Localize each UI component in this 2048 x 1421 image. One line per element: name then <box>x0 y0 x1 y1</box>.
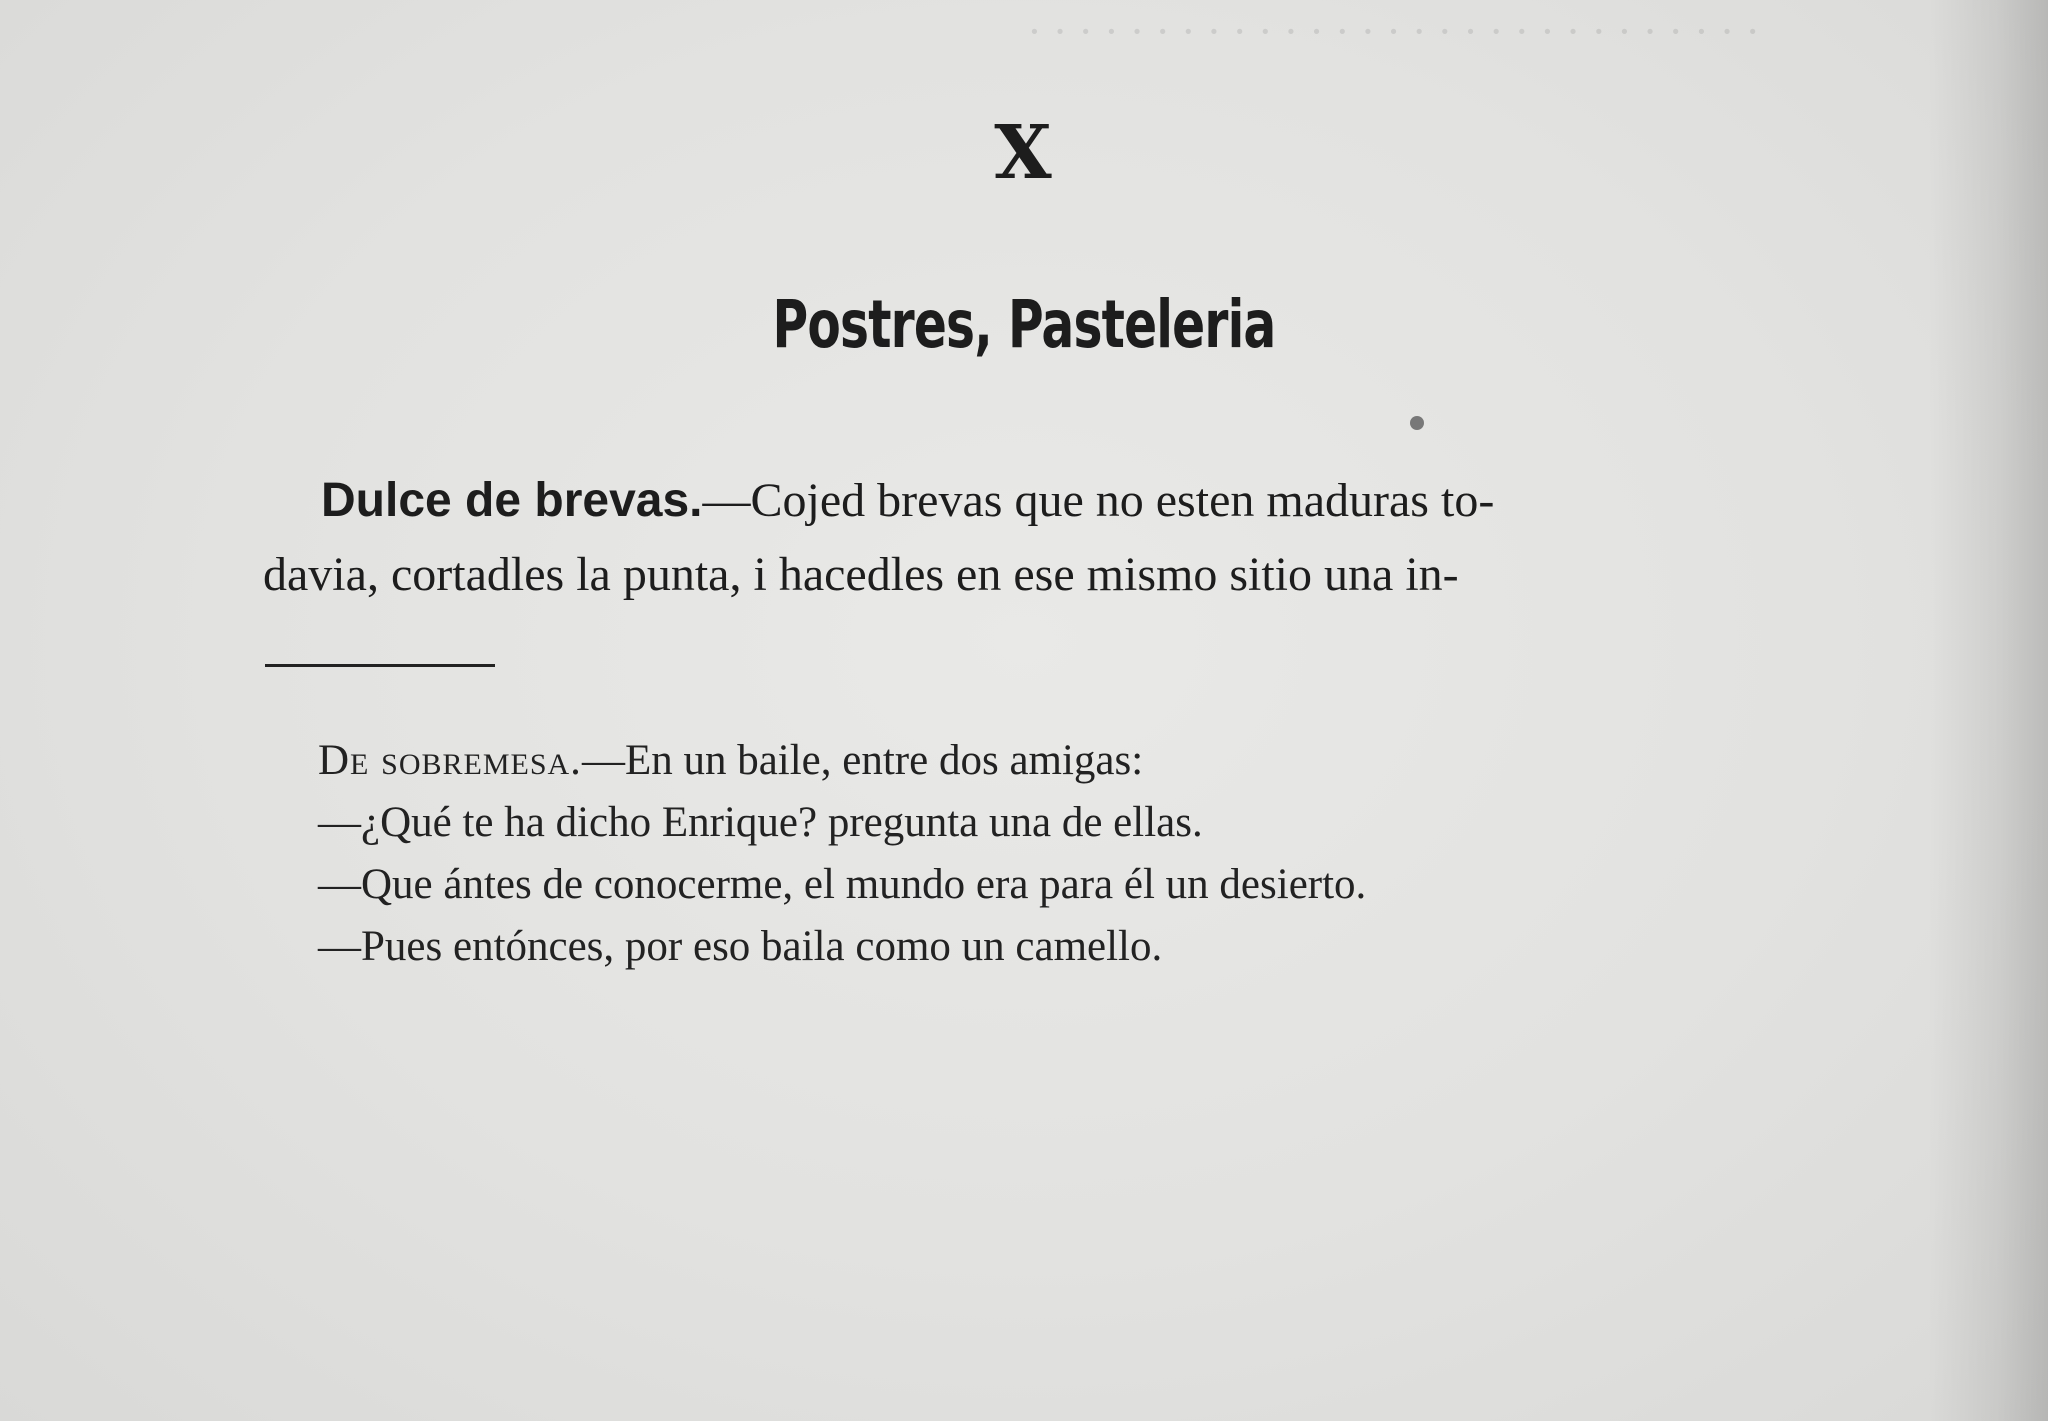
page-edge-shadow <box>1928 0 2048 1421</box>
chapter-number: X <box>994 110 1054 196</box>
footnote-line-1-text: —En un baile, entre dos amigas: <box>581 737 1144 784</box>
recipe-title: Dulce de brevas. <box>321 474 703 527</box>
footnote-line-4: —Pues entónces, por eso baila como un camello. <box>318 923 1163 970</box>
section-title: Postres, Pasteleria <box>772 286 1276 363</box>
footnote-line-1 <box>318 730 1718 792</box>
footnote-line-3: —Que ántes de conocerme, el mundo era para él un desierto. <box>318 861 1367 908</box>
footnote-line-2: —¿Qué te ha dicho Enrique? pregunta una de ellas. <box>318 799 1203 846</box>
footnote-divider <box>265 664 495 667</box>
recipe-paragraph <box>263 464 1783 612</box>
recipe-line-1-text: —Cojed brevas que no esten maduras to- <box>702 474 1495 527</box>
recipe-line-1 <box>263 464 1783 538</box>
footnote-heading: De sobremesa. <box>318 737 582 784</box>
recipe-line-2: davia, cortadles la punta, i hacedles en ese mismo sitio una in- <box>263 548 1459 601</box>
ink-speck <box>1410 416 1424 430</box>
footnote <box>318 730 1718 978</box>
show-through-text: · · · · · · · · · · · · · · · · · · · · · · · · · · · · · <box>1027 7 1760 56</box>
